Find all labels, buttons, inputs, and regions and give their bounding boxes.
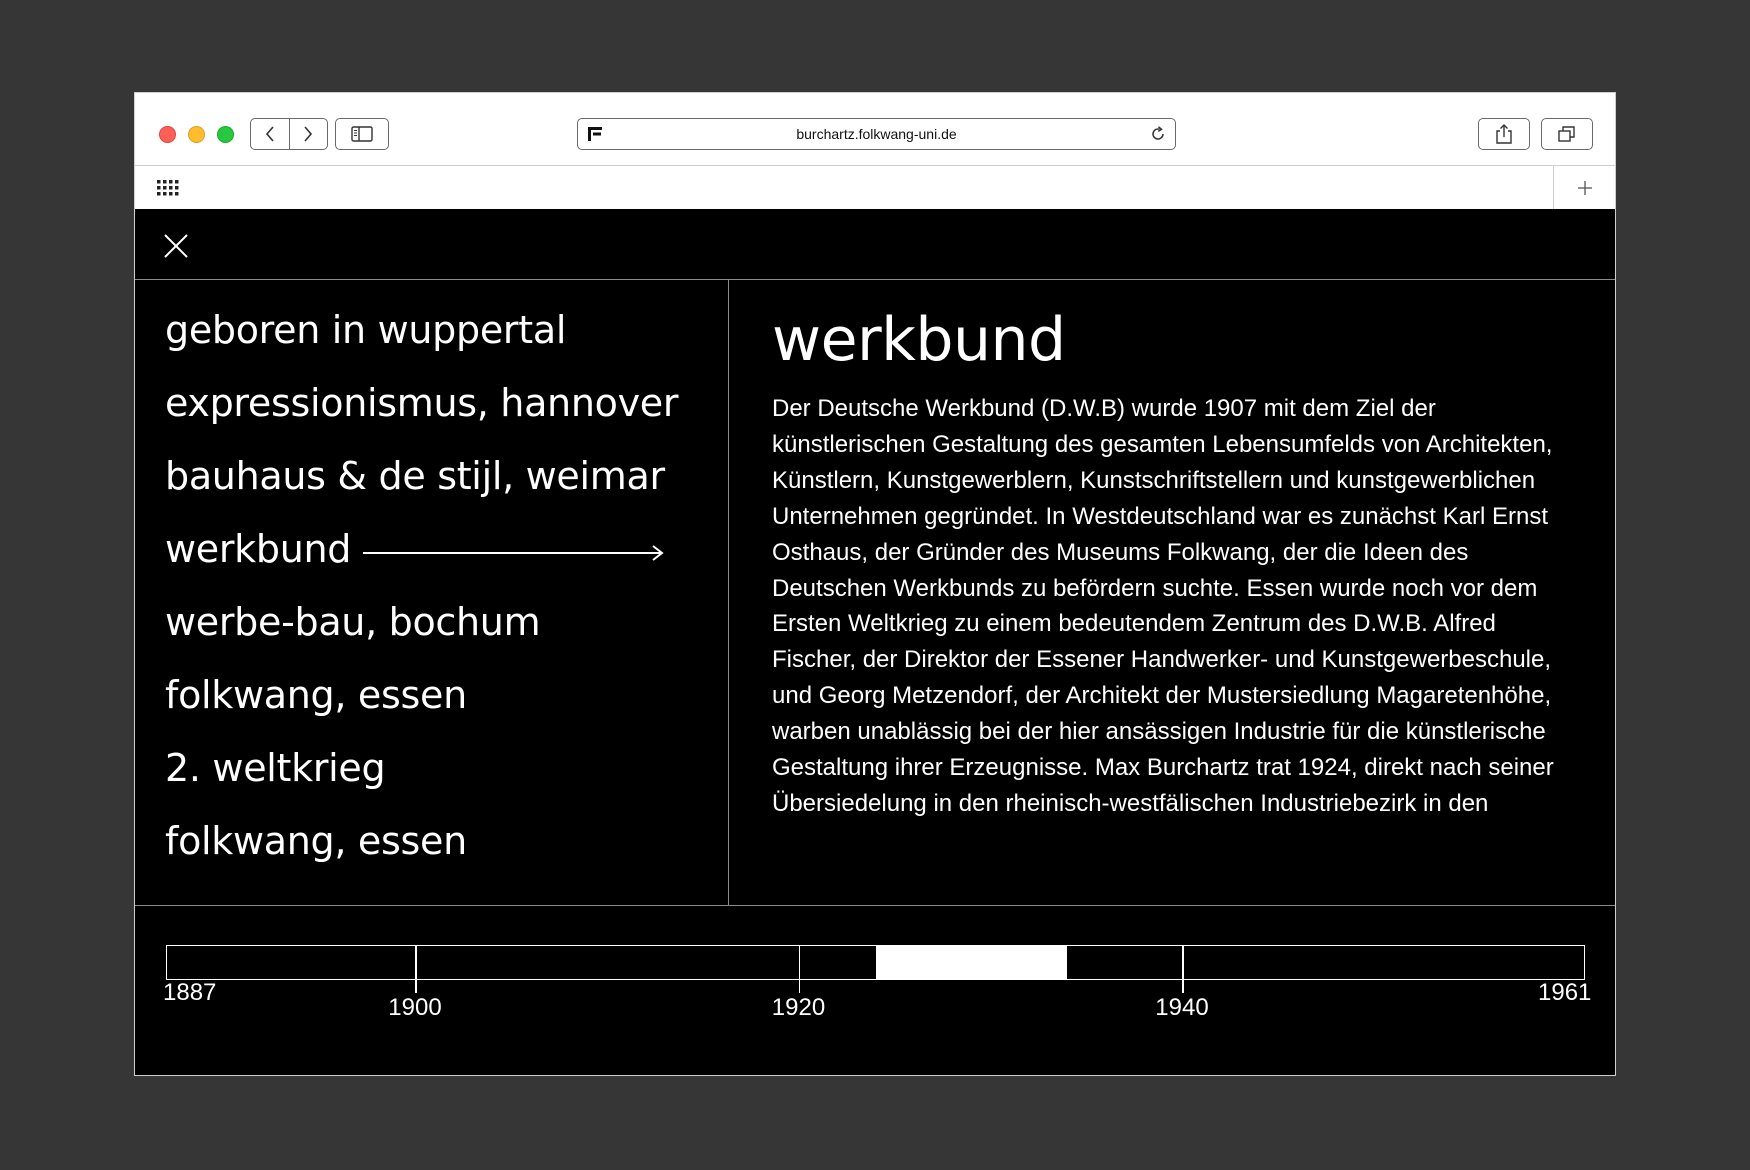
reload-icon[interactable] xyxy=(1149,125,1167,143)
chapter-label: werbe-bau, bochum xyxy=(165,600,541,644)
new-tab-button[interactable] xyxy=(1553,166,1615,209)
chapter-label: bauhaus & de stijl, weimar xyxy=(165,454,665,498)
close-window-button[interactable] xyxy=(159,126,176,143)
chapter-item[interactable] xyxy=(165,670,725,743)
zoom-window-button[interactable] xyxy=(217,126,234,143)
chapter-label: folkwang, essen xyxy=(165,673,467,717)
chapter-item[interactable] xyxy=(165,378,725,451)
navigation-buttons xyxy=(250,118,328,150)
timeline-start-label: 1887 xyxy=(163,979,217,1006)
chapter-label: werkbund xyxy=(165,527,352,571)
tabs-icon xyxy=(1557,125,1577,143)
chevron-right-icon xyxy=(302,125,314,143)
grid-icon[interactable] xyxy=(157,180,179,196)
footer-divider xyxy=(135,905,1615,906)
chapter-item[interactable] xyxy=(165,816,725,889)
chapter-label: folkwang, essen xyxy=(165,819,467,863)
tab-bar xyxy=(135,166,1615,209)
chapter-item[interactable] xyxy=(165,597,725,670)
page-content xyxy=(135,209,1615,1076)
share-button[interactable] xyxy=(1478,118,1530,150)
browser-window xyxy=(134,92,1616,1076)
sidebar-toggle-button[interactable] xyxy=(335,118,389,150)
chapter-label: geboren in wuppertal xyxy=(165,308,567,352)
chapter-label: expressionismus, hannover xyxy=(165,381,679,425)
timeline-tick xyxy=(799,945,801,993)
timeline-end-label: 1961 xyxy=(1538,979,1592,1006)
chapter-detail xyxy=(772,307,1592,822)
url-text: burchartz.folkwang-uni.de xyxy=(796,126,957,142)
chapter-item[interactable] xyxy=(165,743,725,816)
timeline-tick-label: 1920 xyxy=(771,994,826,1021)
arrow-right-icon xyxy=(363,544,665,562)
chapter-item[interactable] xyxy=(165,451,725,524)
timeline-range-highlight[interactable] xyxy=(876,945,1068,980)
timeline-tick xyxy=(415,945,417,993)
minimize-window-button[interactable] xyxy=(188,126,205,143)
chapter-list xyxy=(165,305,725,889)
address-bar[interactable] xyxy=(577,118,1176,150)
browser-toolbar xyxy=(135,93,1615,166)
chapter-item[interactable] xyxy=(165,305,725,378)
sidebar-icon xyxy=(351,126,373,142)
column-divider xyxy=(728,279,729,905)
chapter-text: Der Deutsche Werkbund (D.W.B) wurde 1907 mit dem Ziel der künstlerischen Gestaltung des gesamten Lebensumfelds von Architekten, Künstlern, Kunstgewerblern, Kunstschriftstellern und kunstgewerblichen Unternehmen gegründet. In Westdeutschland war es zunächst Karl Ernst Osthaus, der Gründer des Museums Folkwang, der die Ideen des Deutschen Werkbunds zu befördern suchte. Essen wurde noch vor dem Ersten Weltkrieg zu einem bedeutendem Zentrum des D.W.B. Alfred Fischer, der Direktor der Essener Handwerker- und Kunstgewerbeschule, und Georg Metzendorf, der Architekt der Mustersiedlung Magaretenhöhe, warben unablässig bei der hier ansässigen Industrie für die künstlerische Gestaltung ihrer Erzeugnisse. Max Burchartz trat 1924, direkt nach seiner Übersiedelung in den rheinisch-westfälischen Industriebezirk in den xyxy=(772,395,1554,817)
timeline-tick xyxy=(1182,945,1184,993)
chevron-left-icon xyxy=(264,125,276,143)
back-button[interactable] xyxy=(251,119,289,149)
timeline-tick-label: 1940 xyxy=(1155,994,1209,1021)
header-divider xyxy=(135,279,1615,280)
share-icon xyxy=(1495,123,1513,145)
tabs-overview-button[interactable] xyxy=(1541,118,1593,150)
plus-icon xyxy=(1577,180,1593,196)
forward-button[interactable] xyxy=(289,119,328,149)
chapter-item[interactable] xyxy=(165,524,725,597)
chapter-title: werkbund xyxy=(772,305,1066,375)
chapter-label: 2. weltkrieg xyxy=(165,746,386,790)
close-icon[interactable] xyxy=(163,233,189,259)
timeline-tick-label: 1900 xyxy=(388,994,442,1021)
